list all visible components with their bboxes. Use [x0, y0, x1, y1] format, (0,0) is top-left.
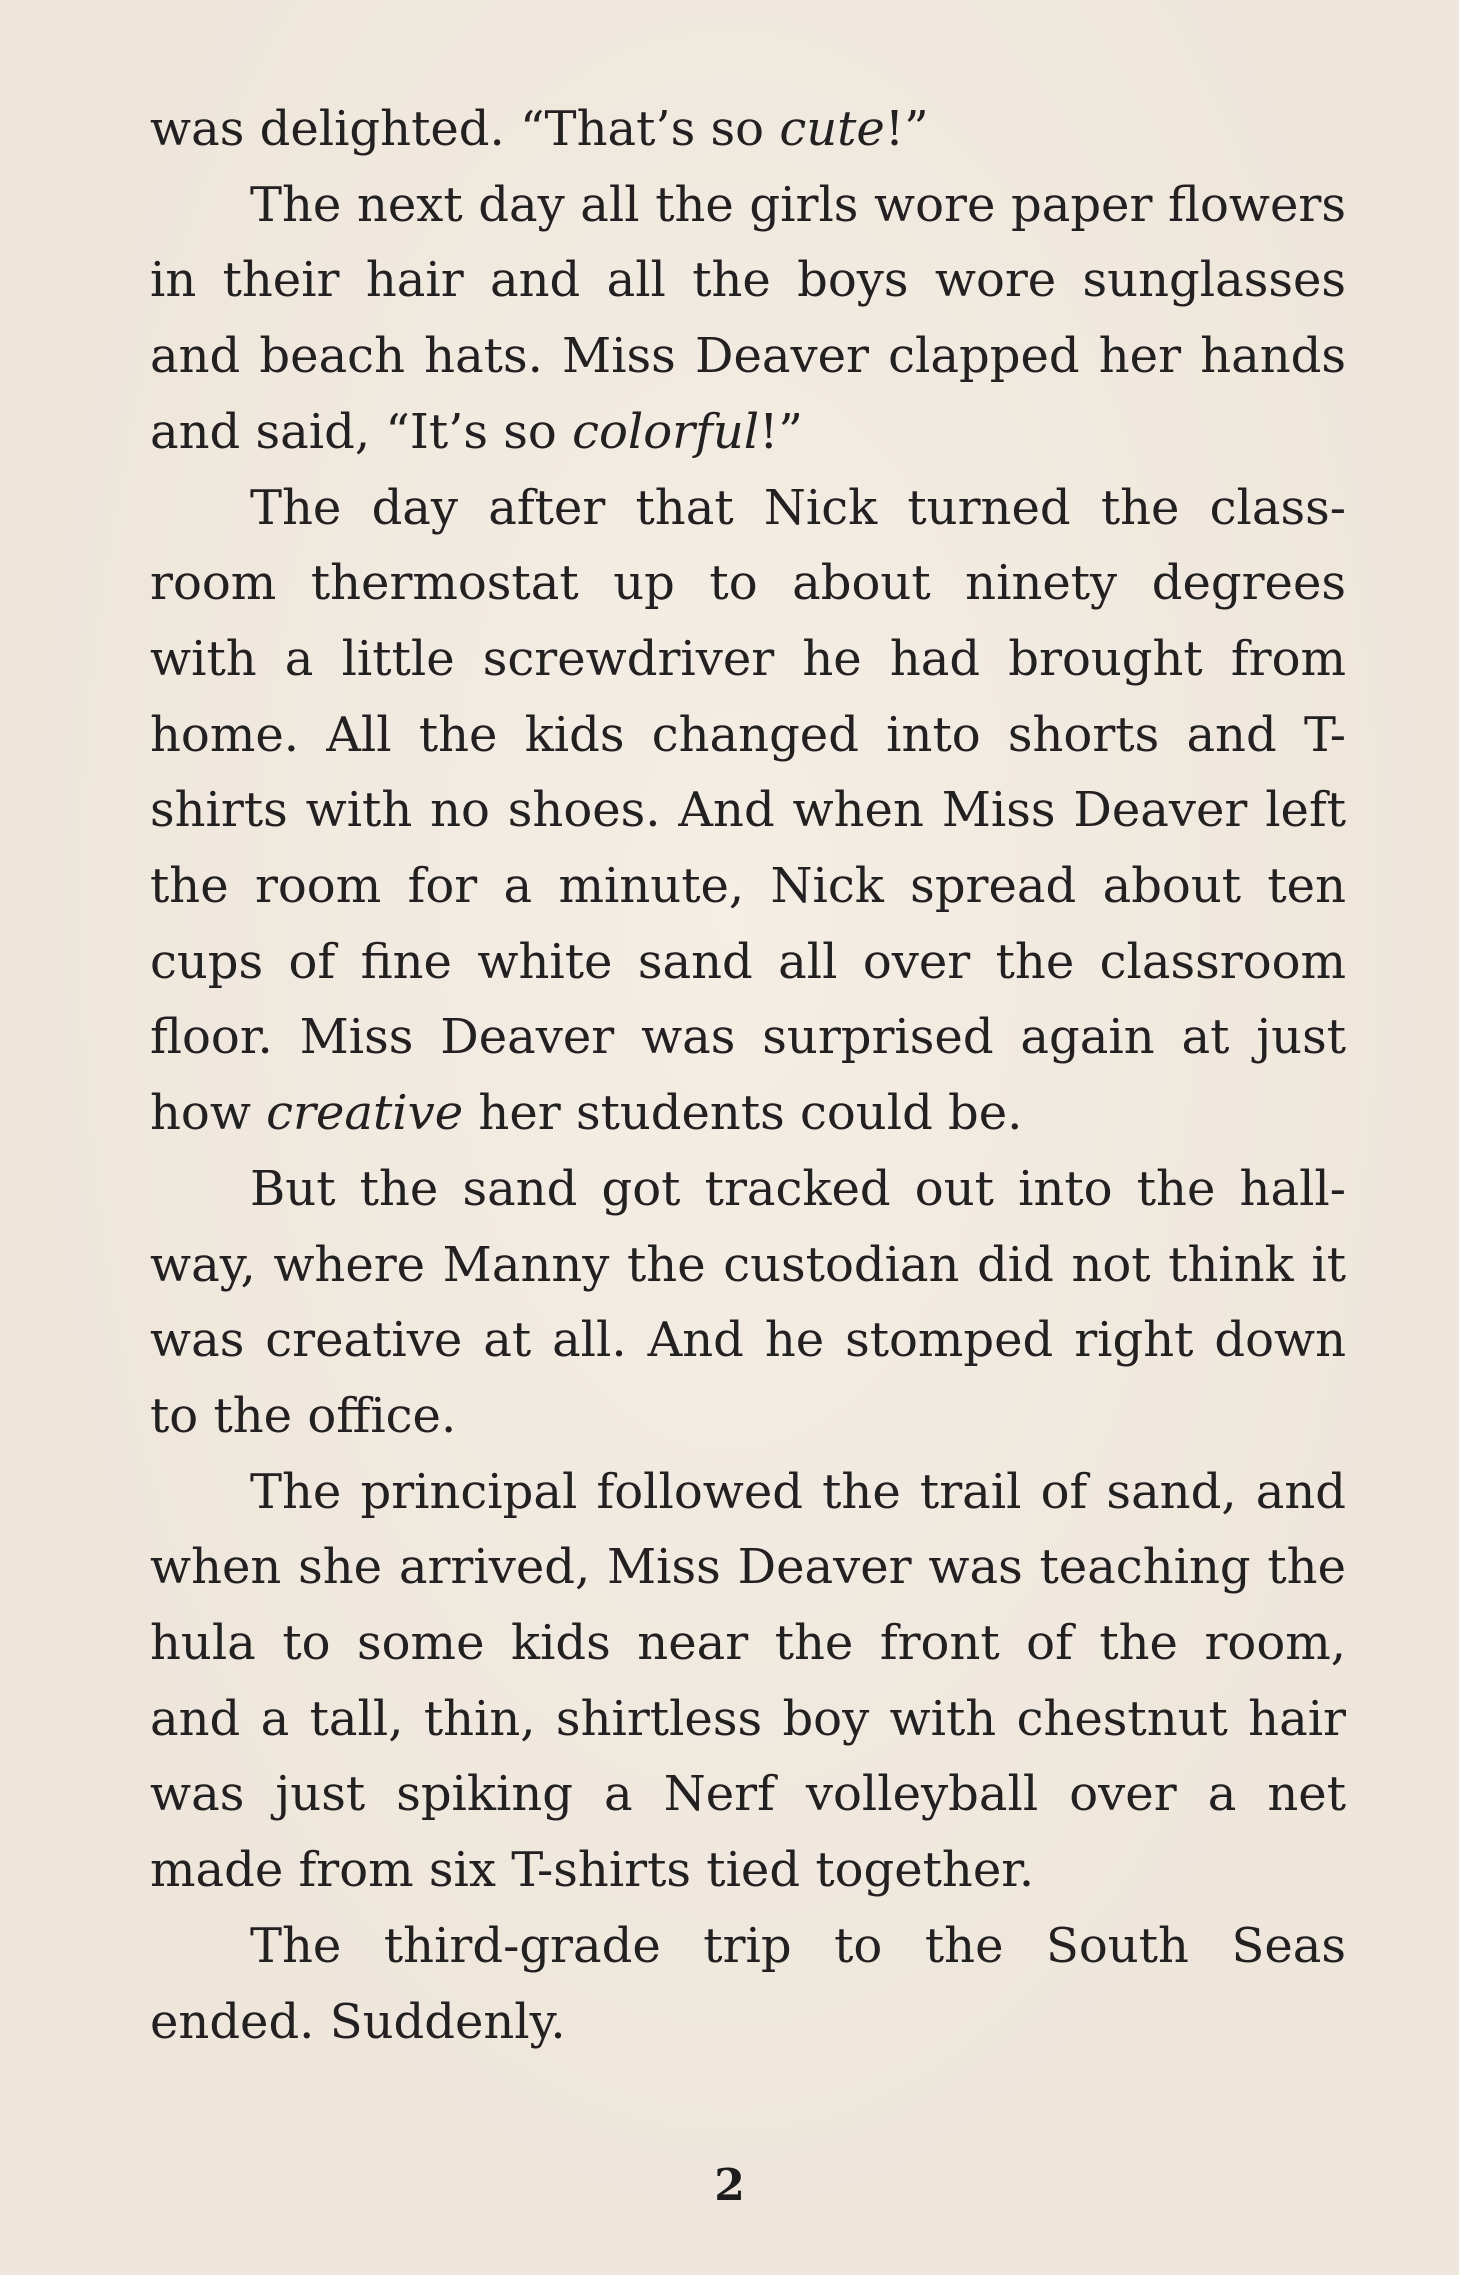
p1-run-1: was delighted. “That’s so: [150, 101, 780, 157]
p2-italic-colorful: colorful: [572, 403, 760, 460]
p3-italic-creative: creative: [266, 1085, 464, 1142]
p1-run-3: !”: [884, 101, 929, 157]
paragraph-6: [150, 1909, 1346, 2060]
p2-run-1: The next day all the girls wore paper flowers in their hair and all the boys wore sunglasses and beach hats. Miss Deaver clapped her hands and said, “It’s so: [150, 176, 1346, 460]
p1-italic-cute: cute: [779, 101, 885, 157]
p6-run-1: The third-grade trip to the South Seas ended. Suddenly.: [150, 1917, 1346, 2050]
p5-run-1: The principal followed the trail of sand, and when she arrived, Miss Deaver was teaching the hula to some kids near the front of the room, and a tall, thin, shirtless boy with chestnut hair was just spiking a Nerf volleyball over a net made from six T-shirts tied together.: [150, 1463, 1346, 1899]
page-number: 2: [714, 2160, 745, 2211]
p4-run-1: But the sand got tracked out into the hallway, where Manny the custodian did not think it was creative at all. And he stomped right down to the office.: [150, 1160, 1346, 1444]
paragraph-2: [150, 168, 1346, 471]
paragraph-1: [150, 92, 1346, 168]
p3-run-3: her students could be.: [463, 1085, 1023, 1142]
paragraph-4: [150, 1152, 1346, 1455]
paragraph-3: [150, 471, 1346, 1152]
paragraph-5: [150, 1455, 1346, 1909]
p2-run-3: !”: [759, 403, 803, 460]
p3-run-1: The day after that Nick turned the classroom thermostat up to about ninety degrees with a little screwdriver he had brought from home. All the kids changed into shorts and T-​shirts with no shoes. And when Miss Deaver left the room for a minute, Nick spread about ten cups of fine white sand all over the classroom floor. Miss Deaver was surprised again at just how: [150, 479, 1346, 1142]
body-text: [150, 92, 1346, 2060]
